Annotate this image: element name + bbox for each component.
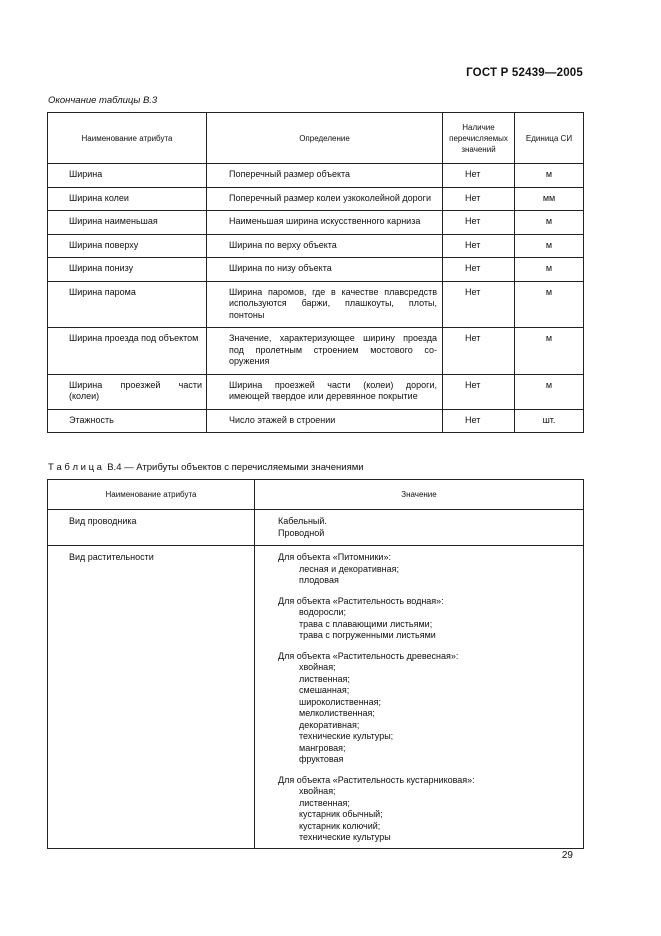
- si-unit-cell: м: [515, 211, 584, 235]
- column-header-attribute-name: Наименование атрибута: [48, 480, 255, 510]
- attribute-name-cell: Ширина наименьшая: [48, 211, 207, 235]
- table-header-row: [48, 480, 584, 510]
- attribute-name-cell: Ширина парома: [48, 281, 207, 328]
- value-list-item: кустарник колючий;: [299, 820, 381, 831]
- table-b4: [47, 479, 584, 849]
- definition-cell: Значение, характеризующее ширину проезда под пролетным строением мостового сооружения: [207, 328, 443, 375]
- value-list-item: лесная и декоративная;: [299, 563, 400, 574]
- value-group: [278, 516, 583, 539]
- value-group-heading: Для объекта «Растительность древесная»:: [278, 650, 459, 661]
- enumerated-cell: Нет: [443, 187, 515, 211]
- attribute-name-cell: Ширина колеи: [48, 187, 207, 211]
- value-list-item: водоросли;: [299, 607, 347, 617]
- si-unit-cell: м: [515, 164, 584, 188]
- column-header-enumerated: Наличие перечисляемых значений: [443, 113, 515, 164]
- table-row: [48, 187, 584, 211]
- definition-cell: Поперечный размер объекта: [207, 164, 443, 188]
- attribute-name-cell: Ширина поверху: [48, 234, 207, 258]
- enumerated-cell: Нет: [443, 211, 515, 235]
- value-list-item: кустарник обычный;: [299, 809, 383, 819]
- value-list-item: лиственная;: [299, 797, 350, 808]
- attribute-name-cell: Этажность: [48, 409, 207, 433]
- value-group: [278, 596, 583, 642]
- attribute-name-cell: Вид проводника: [48, 510, 255, 546]
- definition-cell: Ширина по верху объекта: [207, 234, 443, 258]
- column-header-attribute-name: Наименование атрибута: [48, 113, 207, 164]
- si-unit-cell: м: [515, 234, 584, 258]
- table-header-row: [48, 113, 584, 164]
- table-b3-caption: Окончание таблицы В.3: [48, 95, 158, 106]
- table-row: [48, 164, 584, 188]
- value-group-heading: Для объекта «Растительность водная»:: [278, 595, 444, 606]
- enumerated-cell: Нет: [443, 328, 515, 375]
- table-row: [48, 211, 584, 235]
- si-unit-cell: м: [515, 328, 584, 375]
- table-row: [48, 374, 584, 409]
- value-group: [278, 651, 583, 766]
- enumerated-cell: Нет: [443, 374, 515, 409]
- value-list-item: мангровая;: [299, 742, 346, 753]
- value-list-item: хвойная;: [299, 662, 336, 672]
- attribute-name-cell: Ширина проезда под объектом: [48, 328, 207, 375]
- si-unit-cell: м: [515, 374, 584, 409]
- table-row: [48, 258, 584, 282]
- value-group: [278, 775, 583, 844]
- table-b4-body: [48, 510, 584, 849]
- table-b3: [47, 112, 584, 433]
- attribute-name-cell: Вид растительности: [48, 546, 255, 849]
- value-list-item: смешанная;: [299, 685, 350, 695]
- si-unit-cell: м: [515, 258, 584, 282]
- definition-cell: Число этажей в строении: [207, 409, 443, 433]
- table-row: [48, 546, 584, 849]
- page-number: 29: [561, 850, 573, 861]
- value-group: [278, 552, 583, 587]
- enumerated-cell: Нет: [443, 234, 515, 258]
- table-row: [48, 234, 584, 258]
- enumerated-cell: Нет: [443, 409, 515, 433]
- definition-cell: Наименьшая ширина искусственного карниза: [207, 211, 443, 235]
- value-list-item: хвойная;: [299, 786, 336, 796]
- attribute-name-cell: Ширина проезжей части (колеи): [48, 374, 207, 409]
- enumerated-cell: Нет: [443, 164, 515, 188]
- column-header-si-unit: Единица СИ: [515, 113, 584, 164]
- table-row: [48, 281, 584, 328]
- value-group-heading: Проводной: [278, 527, 325, 538]
- definition-cell: Ширина паромов, где в качестве плавсредств используются баржи, плашкоуты, плоты, понтоны: [207, 281, 443, 328]
- definition-cell: Поперечный размер колеи узкоколейной дороги: [207, 187, 443, 211]
- value-list-item: лиственная;: [299, 673, 350, 684]
- value-list-item: широколиственная;: [299, 696, 382, 707]
- value-group-heading: Кабельный.: [278, 516, 327, 526]
- value-list-item: декоративная;: [299, 719, 360, 730]
- value-list-item: технические культуры: [299, 832, 391, 842]
- attribute-name-cell: Ширина понизу: [48, 258, 207, 282]
- attribute-name-cell: Ширина: [48, 164, 207, 188]
- definition-cell: Ширина проезжей части (колеи) дороги, имеющей твердое или деревянное покрытие: [207, 374, 443, 409]
- value-list-item: плодовая: [299, 575, 339, 585]
- table-row: [48, 328, 584, 375]
- value-cell: [255, 510, 584, 546]
- si-unit-cell: мм: [515, 187, 584, 211]
- enumerated-cell: Нет: [443, 258, 515, 282]
- table-b4-caption: Т а б л и ц а В.4 — Атрибуты объектов с перечисляемыми значениями: [48, 462, 364, 473]
- column-header-value: Значение: [255, 480, 584, 510]
- document-code: ГОСТ Р 52439—2005: [466, 67, 583, 79]
- value-list-item: трава с погруженными листьями: [299, 630, 436, 640]
- table-row: [48, 409, 584, 433]
- column-header-definition: Определение: [207, 113, 443, 164]
- value-group-heading: Для объекта «Растительность кустарниковая»:: [278, 774, 475, 785]
- value-list-item: мелколиственная;: [299, 708, 375, 718]
- value-group-heading: Для объекта «Питомники»:: [278, 552, 391, 562]
- value-cell: [255, 546, 584, 849]
- si-unit-cell: м: [515, 281, 584, 328]
- value-list-item: фруктовая: [299, 754, 344, 764]
- value-list-item: трава с плавающими листьями;: [299, 618, 433, 629]
- table-b3-body: [48, 164, 584, 433]
- enumerated-cell: Нет: [443, 281, 515, 328]
- table-row: [48, 510, 584, 546]
- si-unit-cell: шт.: [515, 409, 584, 433]
- definition-cell: Ширина по низу объекта: [207, 258, 443, 282]
- value-list-item: технические культуры;: [299, 731, 394, 741]
